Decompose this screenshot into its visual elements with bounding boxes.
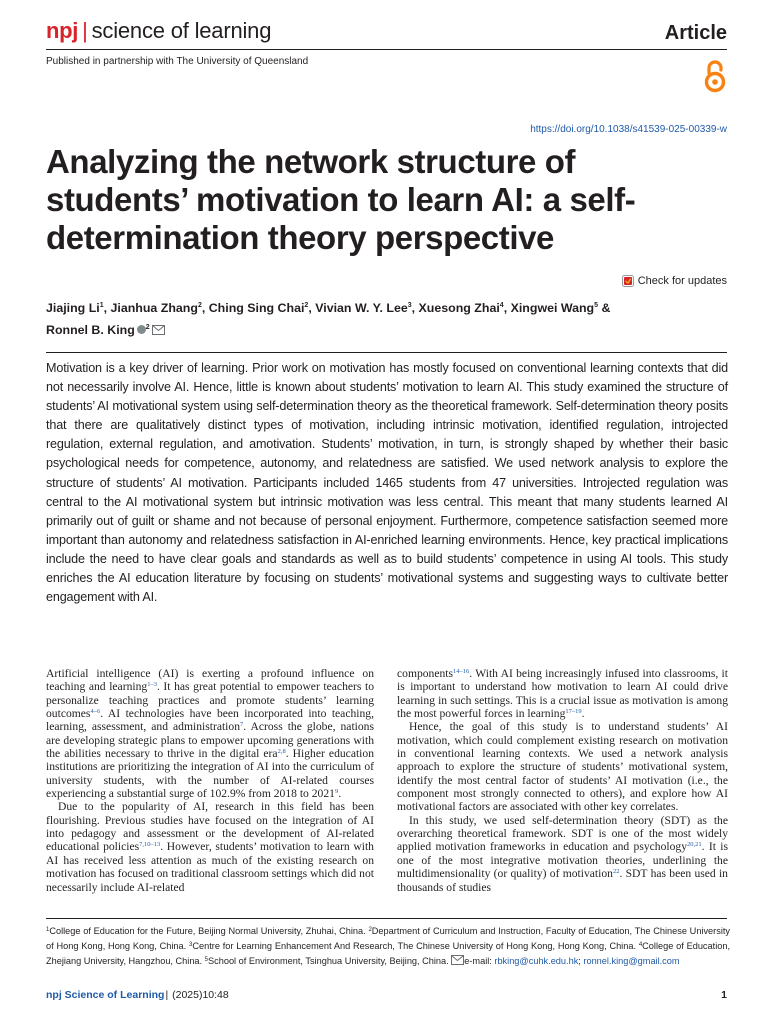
author-affiliation-marker: 4 bbox=[499, 302, 504, 309]
footnote-divider bbox=[46, 918, 727, 919]
author-name[interactable]: Jianhua Zhang bbox=[110, 301, 198, 315]
open-access-icon bbox=[702, 59, 728, 93]
footer-citation: (2025)10:48 bbox=[169, 989, 229, 1001]
article-type-label: Article bbox=[664, 22, 727, 44]
body-text: . It has great potential to empower teachers to personalize teaching practices and promote students’ learning outcomes bbox=[46, 680, 374, 721]
author-affiliation-marker: 2 bbox=[145, 324, 150, 331]
affiliation-text: Centre for Learning Enhancement And Research, The Chinese University of Hong Kong, Hong Kong, China. bbox=[192, 941, 639, 951]
check-updates-label: Check for updates bbox=[637, 275, 727, 287]
author-affiliation-marker: 2 bbox=[197, 302, 202, 309]
body-text: . AI technologies have been incorporated into teaching, learning, assessment, and administration bbox=[46, 707, 374, 734]
body-text: Due to the popularity of AI, research in this field has been flourishing. Previous studies have focused on the integration of AI into pedagogy and assessment or the development of AI-related educational policies bbox=[46, 800, 374, 854]
header-divider bbox=[46, 49, 727, 50]
affiliation-text: Department of Curriculum and Instruction, Faculty of Education, The Chinese University of Hong Kong, Hong Kong, China. bbox=[46, 926, 731, 951]
affiliation-number: 5 bbox=[204, 957, 208, 963]
page-number: 1 bbox=[721, 989, 727, 1001]
body-column-left bbox=[46, 667, 374, 894]
body-text: Hence, the goal of this study is to understand students’ AI motivation, which could complement existing research on motivation in conventional learning contexts. We used a network analysis approach to explore the structure of students’ motivational system, identify the most central factor of students’ AI motivation (i.e., the component most strongly connected to others), and explore how AI motivational factors are associated with other key correlates. bbox=[397, 720, 728, 814]
citation-link[interactable]: 7 bbox=[240, 721, 244, 729]
body-text: . Higher education institutions are prioritizing the integration of AI into the curriculum of university students, with the number of AI-related courses experiencing a substantial surge of 102.9% from 2018 to 2021 bbox=[46, 747, 374, 801]
doi-anchor[interactable]: https://doi.org/10.1038/s41539-025-00339-w bbox=[530, 124, 727, 135]
abstract: Motivation is a key driver of learning. Prior work on motivation has mostly focused on conventional learning contexts that did not necessarily involve AI. Hence, little is known about students’ motivation to learn AI. This study examined the structure of students’ AI motivational system using self-determination theory as the theoretical framework. Self-determination theory posits that there are qualitatively distinct types of motivation, including intrinsic motivation, identified regulation, introjected regulation, external regulation, and amotivation. Students’ motivation, in turn, is strongly shaped by whether their basic psychological needs for competence, autonomy, and relatedness are satisfied. We used network analysis to explore the structure of students’ AI motivation. Participants included 1465 students from 47 universities. Introjected regulation was central to the AI motivational system but intrinsic motivation was less central. This meant that many students learned AI primarily out of guilt or shame and not because of personal enjoyment. Furthermore, competence satisfaction seemed more important than autonomy and relatedness satisfaction in AI-enriched learning environments. Hence, key practical implications include the need to have clear goals and standards as well as to build students’ competence in using AI tools. This study enriches the AI education literature by focusing on students’ motivational systems and suggesting ways to cultivate better engagement with AI. bbox=[46, 361, 728, 605]
author-separator: , bbox=[308, 301, 316, 315]
author-separator: , bbox=[201, 301, 209, 315]
brand-journal-name: science of learning bbox=[91, 18, 272, 43]
author-name[interactable]: Xingwei Wang bbox=[510, 301, 595, 315]
body-column-right bbox=[397, 667, 728, 894]
citation-link[interactable]: 22 bbox=[612, 868, 620, 876]
citation-link[interactable]: 7,10–13 bbox=[139, 841, 161, 849]
doi-link[interactable] bbox=[530, 124, 727, 135]
author-name[interactable]: Jiajing Li bbox=[46, 301, 100, 315]
citation-link[interactable]: 2,8 bbox=[277, 748, 286, 756]
brand-npj: npj bbox=[46, 18, 79, 43]
body-text: . SDT has been used in thousands of studies bbox=[397, 867, 728, 894]
author-separator: , bbox=[411, 301, 419, 315]
body-text: In this study, we used self-determination theory (SDT) as the overarching theoretical framework. SDT is one of the most widely applied motivation frameworks in education and psychology bbox=[397, 813, 728, 854]
footer-separator: | bbox=[165, 989, 169, 1001]
author-separator: , bbox=[503, 301, 511, 315]
email-icon bbox=[451, 955, 464, 970]
citation-link[interactable]: 1–3 bbox=[147, 681, 157, 689]
citation-link[interactable]: 20,21 bbox=[687, 841, 702, 849]
affiliation-text: College of Education for the Future, Beijing Normal University, Zhuhai, China. bbox=[49, 926, 369, 936]
affiliation-text: School of Environment, Tsinghua University, Beijing, China. bbox=[208, 956, 452, 966]
body-paragraph bbox=[46, 800, 374, 893]
body-text: . bbox=[338, 787, 342, 801]
citation-link[interactable]: 4–6 bbox=[90, 708, 101, 716]
email-label: e-mail: bbox=[464, 956, 495, 966]
body-text: . With AI being increasingly infused into classrooms, it is important to understand how motivation to learn AI could drive learning in such settings. This is a crucial issue as motivation is among the most powerful forces in learning bbox=[397, 667, 728, 721]
email-link[interactable]: ronnel.king@gmail.com bbox=[583, 956, 680, 966]
author-affiliation-marker: 5 bbox=[594, 302, 599, 309]
author-list bbox=[46, 296, 736, 341]
author-name[interactable]: Ronnel B. King bbox=[46, 323, 135, 337]
body-text: components bbox=[397, 667, 454, 680]
author-name[interactable]: Xuesong Zhai bbox=[418, 301, 500, 315]
check-updates-icon bbox=[622, 275, 634, 287]
body-text: . bbox=[581, 707, 585, 721]
author-affiliation-marker: 3 bbox=[407, 302, 412, 309]
article-title: Analyzing the network structure of students’ motivation to learn AI: a self-determination theory perspective bbox=[46, 143, 636, 256]
email-separator: ; bbox=[578, 956, 584, 966]
check-for-updates-button[interactable] bbox=[622, 275, 727, 287]
affiliation-number: 3 bbox=[189, 942, 193, 948]
body-paragraph bbox=[46, 667, 374, 800]
body-paragraph bbox=[397, 814, 728, 894]
email-icon[interactable] bbox=[152, 322, 165, 341]
author-name[interactable]: Ching Sing Chai bbox=[208, 301, 305, 315]
body-text: . However, students’ motivation to learn with AI has received less attention as much of the existing research on motivation has focused on traditional classroom settings which did not necessarily include AI-related bbox=[46, 840, 374, 894]
body-paragraph bbox=[397, 720, 728, 813]
author-name[interactable]: Vivian W. Y. Lee bbox=[315, 301, 408, 315]
page-footer bbox=[46, 989, 229, 1001]
abstract-divider bbox=[46, 352, 727, 353]
body-text: . Across the globe, nations are developing strategic plans to empower upcoming generations with the abilities necessary to thrive in the digital era bbox=[46, 720, 374, 761]
body-paragraph bbox=[397, 667, 728, 720]
author-affiliation-marker: 2 bbox=[304, 302, 309, 309]
body-text: . It is one of the most integrative motivation theories, underlining the multidimensionality (or quality) of motivation bbox=[397, 840, 728, 881]
affiliation-number: 1 bbox=[46, 927, 50, 933]
footer-journal-link[interactable]: npj Science of Learning bbox=[46, 989, 165, 1001]
affiliation-number: 4 bbox=[638, 942, 643, 948]
email-link[interactable]: rbking@cuhk.edu.hk bbox=[494, 956, 579, 966]
citation-link[interactable]: 14–16 bbox=[453, 668, 470, 675]
author-separator: & bbox=[598, 301, 611, 315]
affiliation-text: College of Education, Zhejiang University, Hangzhou, China. bbox=[46, 941, 731, 966]
citation-link[interactable]: 17–19 bbox=[565, 708, 582, 716]
journal-brand[interactable] bbox=[46, 18, 271, 44]
affiliation-number: 2 bbox=[368, 927, 372, 933]
author-separator: , bbox=[103, 301, 111, 315]
partnership-note: Published in partnership with The University of Queensland bbox=[46, 56, 309, 67]
orcid-icon[interactable] bbox=[137, 325, 146, 334]
body-text: Artificial intelligence (AI) is exerting a profound influence on teaching and learning bbox=[46, 667, 374, 694]
brand-separator: | bbox=[82, 18, 88, 43]
author-affiliation-marker: 1 bbox=[99, 302, 104, 309]
affiliations bbox=[46, 924, 730, 970]
citation-link[interactable]: 9 bbox=[334, 788, 339, 796]
